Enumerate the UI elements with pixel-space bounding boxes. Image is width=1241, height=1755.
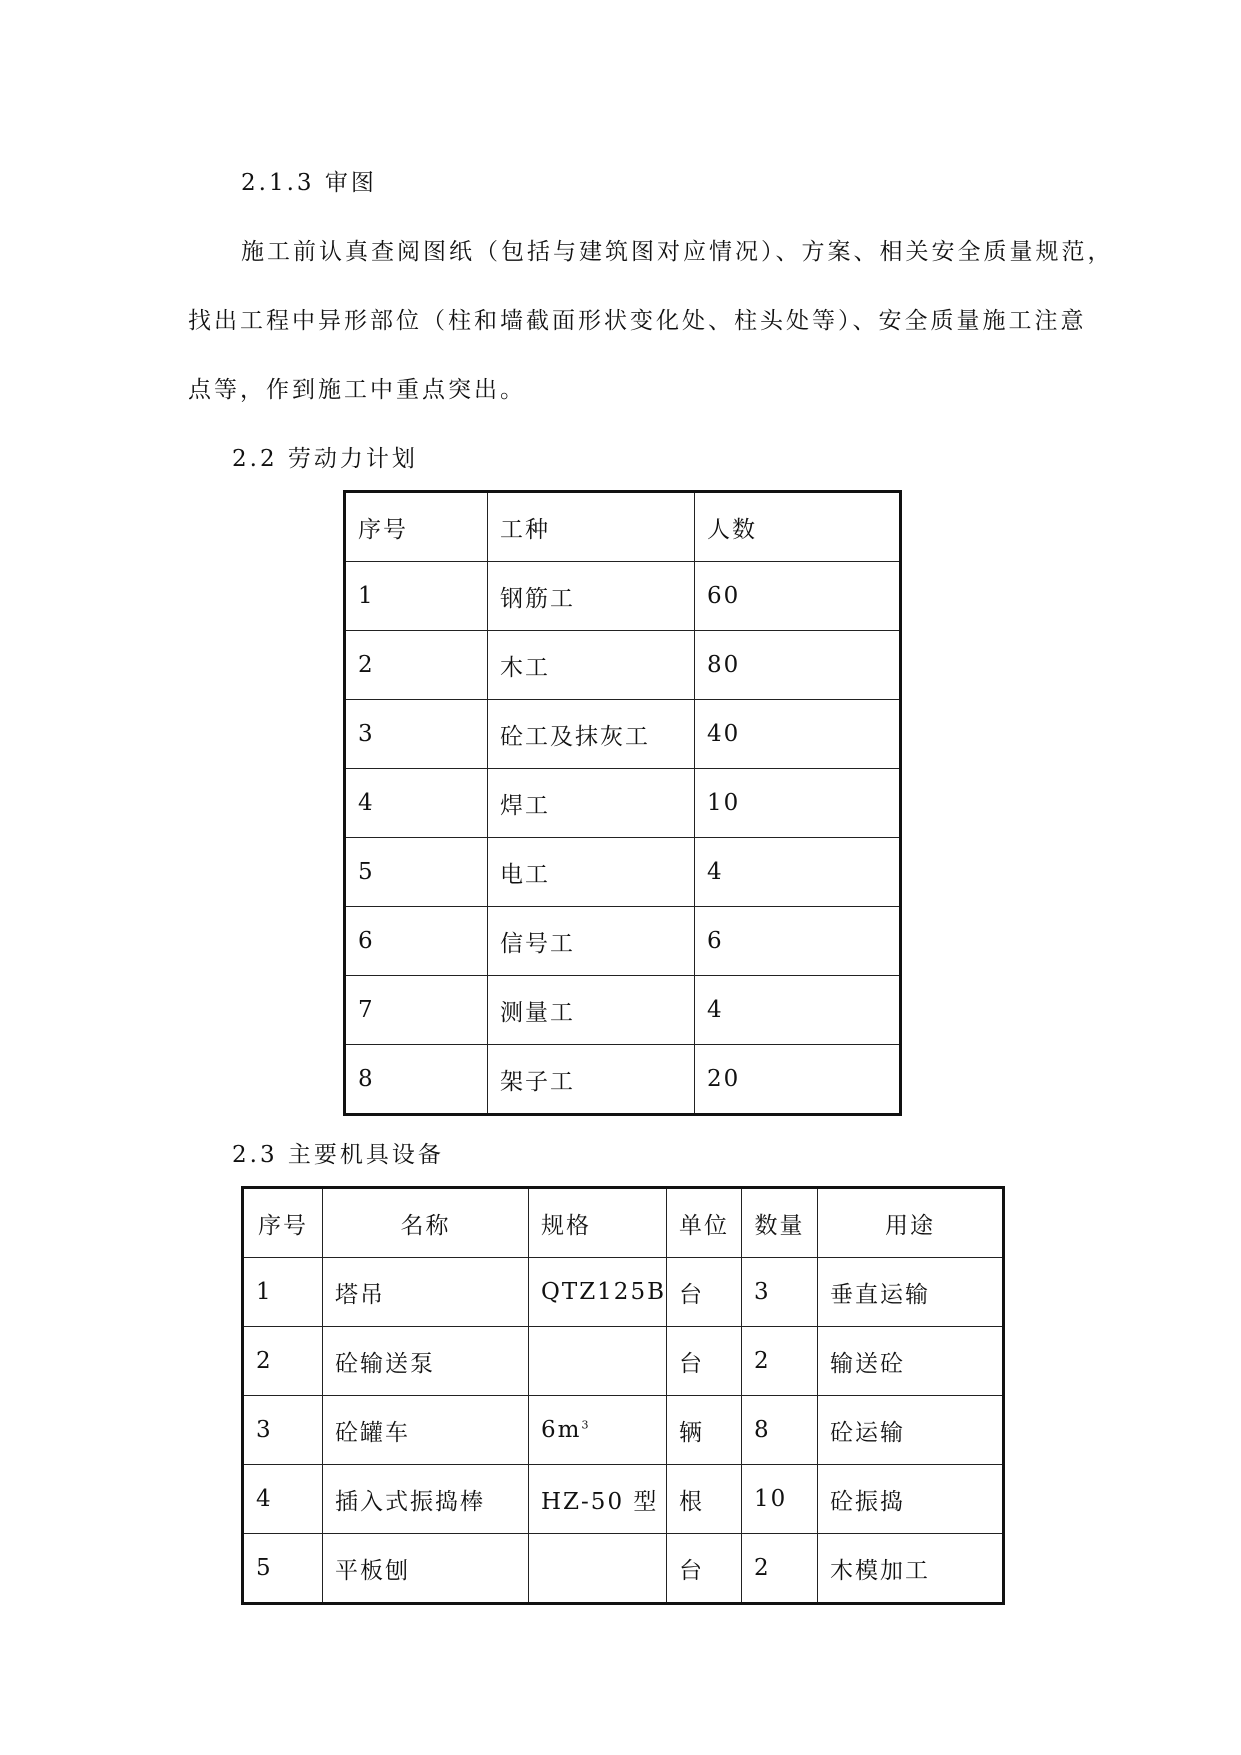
table-cell: 木工 — [488, 631, 695, 700]
table-cell: 木模加工 — [817, 1534, 1003, 1604]
table-cell — [529, 1534, 667, 1604]
table-cell: 垂直运输 — [817, 1258, 1003, 1327]
table-row — [345, 976, 901, 1045]
table-row — [243, 1465, 1004, 1534]
table-row — [345, 907, 901, 976]
table-cell: 4 — [345, 769, 488, 838]
table-cell: 砼工及抹灰工 — [488, 700, 695, 769]
table-row — [243, 1396, 1004, 1465]
table-cell: 5 — [345, 838, 488, 907]
header-cell: 单位 — [666, 1188, 741, 1258]
table-cell: 3 — [345, 700, 488, 769]
header-cell: 序号 — [243, 1188, 323, 1258]
table-row — [345, 838, 901, 907]
spec-superscript: 3 — [581, 1418, 591, 1432]
table-cell: 架子工 — [488, 1045, 695, 1115]
table-row — [345, 700, 901, 769]
section-2-3-heading: 2.3 主要机具设备 — [232, 1142, 444, 1168]
table-cell: 1 — [345, 562, 488, 631]
section-2-1-3-heading: 2.1.3 审图 — [241, 170, 377, 196]
table-cell: 1 — [243, 1258, 323, 1327]
table-cell: 60 — [695, 562, 901, 631]
table-cell: 砼运输 — [817, 1396, 1003, 1465]
table-cell: QTZ125B — [529, 1258, 667, 1327]
table-cell: 10 — [741, 1465, 817, 1534]
table-cell: 3 — [243, 1396, 323, 1465]
table-cell: 5 — [243, 1534, 323, 1604]
header-cell: 数量 — [741, 1188, 817, 1258]
table-cell: 40 — [695, 700, 901, 769]
table-header-row — [345, 492, 901, 562]
table-cell: 台 — [666, 1534, 741, 1604]
table-cell: 砼罐车 — [323, 1396, 529, 1465]
table-header-row — [243, 1188, 1004, 1258]
table-cell: 信号工 — [488, 907, 695, 976]
table-cell: 2 — [345, 631, 488, 700]
paragraph-line-2: 找出工程中异形部位（柱和墙截面形状变化处、柱头处等）、安全质量施工注意 — [188, 308, 1087, 334]
table-cell: 测量工 — [488, 976, 695, 1045]
table-cell: 8 — [345, 1045, 488, 1115]
header-cell: 名称 — [323, 1188, 529, 1258]
table-row — [243, 1258, 1004, 1327]
table-cell: 砼振捣 — [817, 1465, 1003, 1534]
table-cell: 2 — [741, 1534, 817, 1604]
paragraph-line-1: 施工前认真查阅图纸（包括与建筑图对应情况）、方案、相关安全质量规范， — [241, 239, 1114, 265]
table-cell: 6 — [345, 907, 488, 976]
labor-plan-table — [343, 490, 902, 1116]
table-cell: 2 — [741, 1327, 817, 1396]
table-cell: 电工 — [488, 838, 695, 907]
table-cell: 3 — [741, 1258, 817, 1327]
table-row — [345, 1045, 901, 1115]
table-cell: 钢筋工 — [488, 562, 695, 631]
table-cell: 6 — [695, 907, 901, 976]
table-row — [243, 1327, 1004, 1396]
header-cell: 序号 — [345, 492, 488, 562]
table-cell: 7 — [345, 976, 488, 1045]
table-cell: 台 — [666, 1258, 741, 1327]
table-cell: 4 — [243, 1465, 323, 1534]
header-cell: 人数 — [695, 492, 901, 562]
header-cell: 工种 — [488, 492, 695, 562]
table-cell: 2 — [243, 1327, 323, 1396]
table-cell: 80 — [695, 631, 901, 700]
table-cell: 塔吊 — [323, 1258, 529, 1327]
table-cell: 焊工 — [488, 769, 695, 838]
table-row — [243, 1534, 1004, 1604]
table-cell: 10 — [695, 769, 901, 838]
table-cell: 插入式振捣棒 — [323, 1465, 529, 1534]
table-row — [345, 562, 901, 631]
table-cell: 8 — [741, 1396, 817, 1465]
table-cell — [529, 1327, 667, 1396]
table-cell: 4 — [695, 838, 901, 907]
table-cell: 输送砼 — [817, 1327, 1003, 1396]
header-cell: 规格 — [529, 1188, 667, 1258]
table-cell: 平板刨 — [323, 1534, 529, 1604]
table-row — [345, 631, 901, 700]
paragraph-line-3: 点等，作到施工中重点突出。 — [188, 377, 526, 403]
table-cell: 砼输送泵 — [323, 1327, 529, 1396]
table-cell: 20 — [695, 1045, 901, 1115]
table-cell: 4 — [695, 976, 901, 1045]
table-cell: 辆 — [666, 1396, 741, 1465]
table-cell: HZ-50 型 — [529, 1465, 667, 1534]
section-2-2-heading: 2.2 劳动力计划 — [232, 446, 418, 472]
spec-value: 6m — [541, 1417, 582, 1443]
table-cell — [529, 1396, 667, 1465]
table-cell: 根 — [666, 1465, 741, 1534]
equipment-table — [241, 1186, 1005, 1605]
table-cell: 台 — [666, 1327, 741, 1396]
table-row — [345, 769, 901, 838]
header-cell: 用途 — [817, 1188, 1003, 1258]
